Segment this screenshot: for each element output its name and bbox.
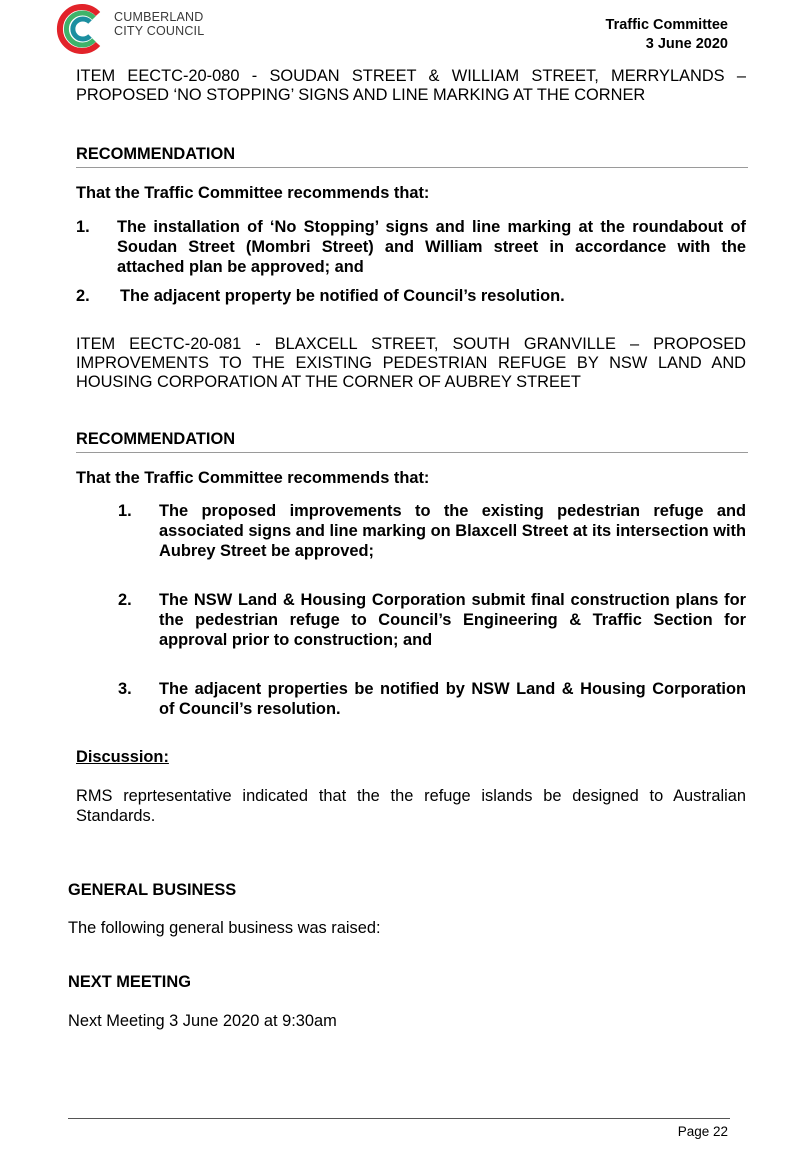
list-number: 2.	[76, 287, 90, 305]
item-2-list-item	[118, 590, 746, 650]
logo-wordmark	[114, 10, 204, 38]
committee-name: Traffic Committee	[605, 17, 728, 33]
item-1-list-item	[76, 286, 746, 306]
list-text: The installation of ‘No Stopping’ signs and line marking at the roundabout of Soudan Street (Mombri Street) and William street in accordance with the attached plan be approved; and	[117, 218, 746, 276]
list-number: 1.	[118, 502, 132, 520]
item-2-list-item	[118, 679, 746, 719]
council-logo-icon	[54, 0, 110, 56]
list-text: The proposed improvements to the existing pedestrian refuge and associated signs and line marking on Blaxcell Street at its intersection with Aubrey Street be approved;	[159, 502, 746, 560]
page-number: Page 22	[677, 1124, 728, 1139]
item-2-title: ITEM EECTC-20-081 - BLAXCELL STREET, SOUTH GRANVILLE – PROPOSED IMPROVEMENTS TO THE EXISTING PEDESTRIAN REFUGE BY NSW LAND AND HOUSING CORPORATION AT THE CORNER OF AUBREY STREET	[76, 335, 746, 391]
item-1-intro: That the Traffic Committee recommends that:	[76, 184, 430, 202]
list-number: 3.	[118, 680, 132, 698]
item-2-intro: That the Traffic Committee recommends that:	[76, 469, 430, 487]
item-1-recommendation-heading: RECOMMENDATION	[76, 145, 748, 168]
item-2-recommendation-heading: RECOMMENDATION	[76, 430, 748, 453]
general-business-heading: GENERAL BUSINESS	[68, 881, 237, 899]
next-meeting-text: Next Meeting 3 June 2020 at 9:30am	[68, 1012, 337, 1030]
general-business-text: The following general business was raised:	[68, 919, 381, 937]
list-number: 2.	[118, 591, 132, 609]
discussion-heading: Discussion:	[76, 748, 169, 766]
logo-line-2: CITY COUNCIL	[114, 24, 205, 38]
item-1-title: ITEM EECTC-20-080 - SOUDAN STREET & WILLIAM STREET, MERRYLANDS – PROPOSED ‘NO STOPPING’ SIGNS AND LINE MARKING AT THE CORNER	[76, 67, 746, 104]
next-meeting-heading: NEXT MEETING	[68, 973, 191, 991]
list-text: The adjacent properties be notified by NSW Land & Housing Corporation of Council’s resolution.	[159, 680, 746, 718]
meeting-date: 3 June 2020	[645, 36, 728, 52]
document-header	[606, 16, 728, 54]
item-2-list-item	[118, 501, 746, 561]
list-text: The adjacent property be notified of Council’s resolution.	[120, 287, 565, 305]
list-number: 1.	[76, 218, 90, 236]
list-text: The NSW Land & Housing Corporation submit final construction plans for the pedestrian refuge to Council’s Engineering & Traffic Section for approval prior to construction; and	[159, 591, 746, 649]
logo-line-1: CUMBERLAND	[114, 10, 204, 24]
council-logo	[54, 0, 214, 56]
item-1-list-item	[76, 217, 746, 277]
discussion-text: RMS reprtesentative indicated that the the refuge islands be designed to Australian Standards.	[76, 787, 746, 825]
footer-divider	[68, 1118, 730, 1119]
